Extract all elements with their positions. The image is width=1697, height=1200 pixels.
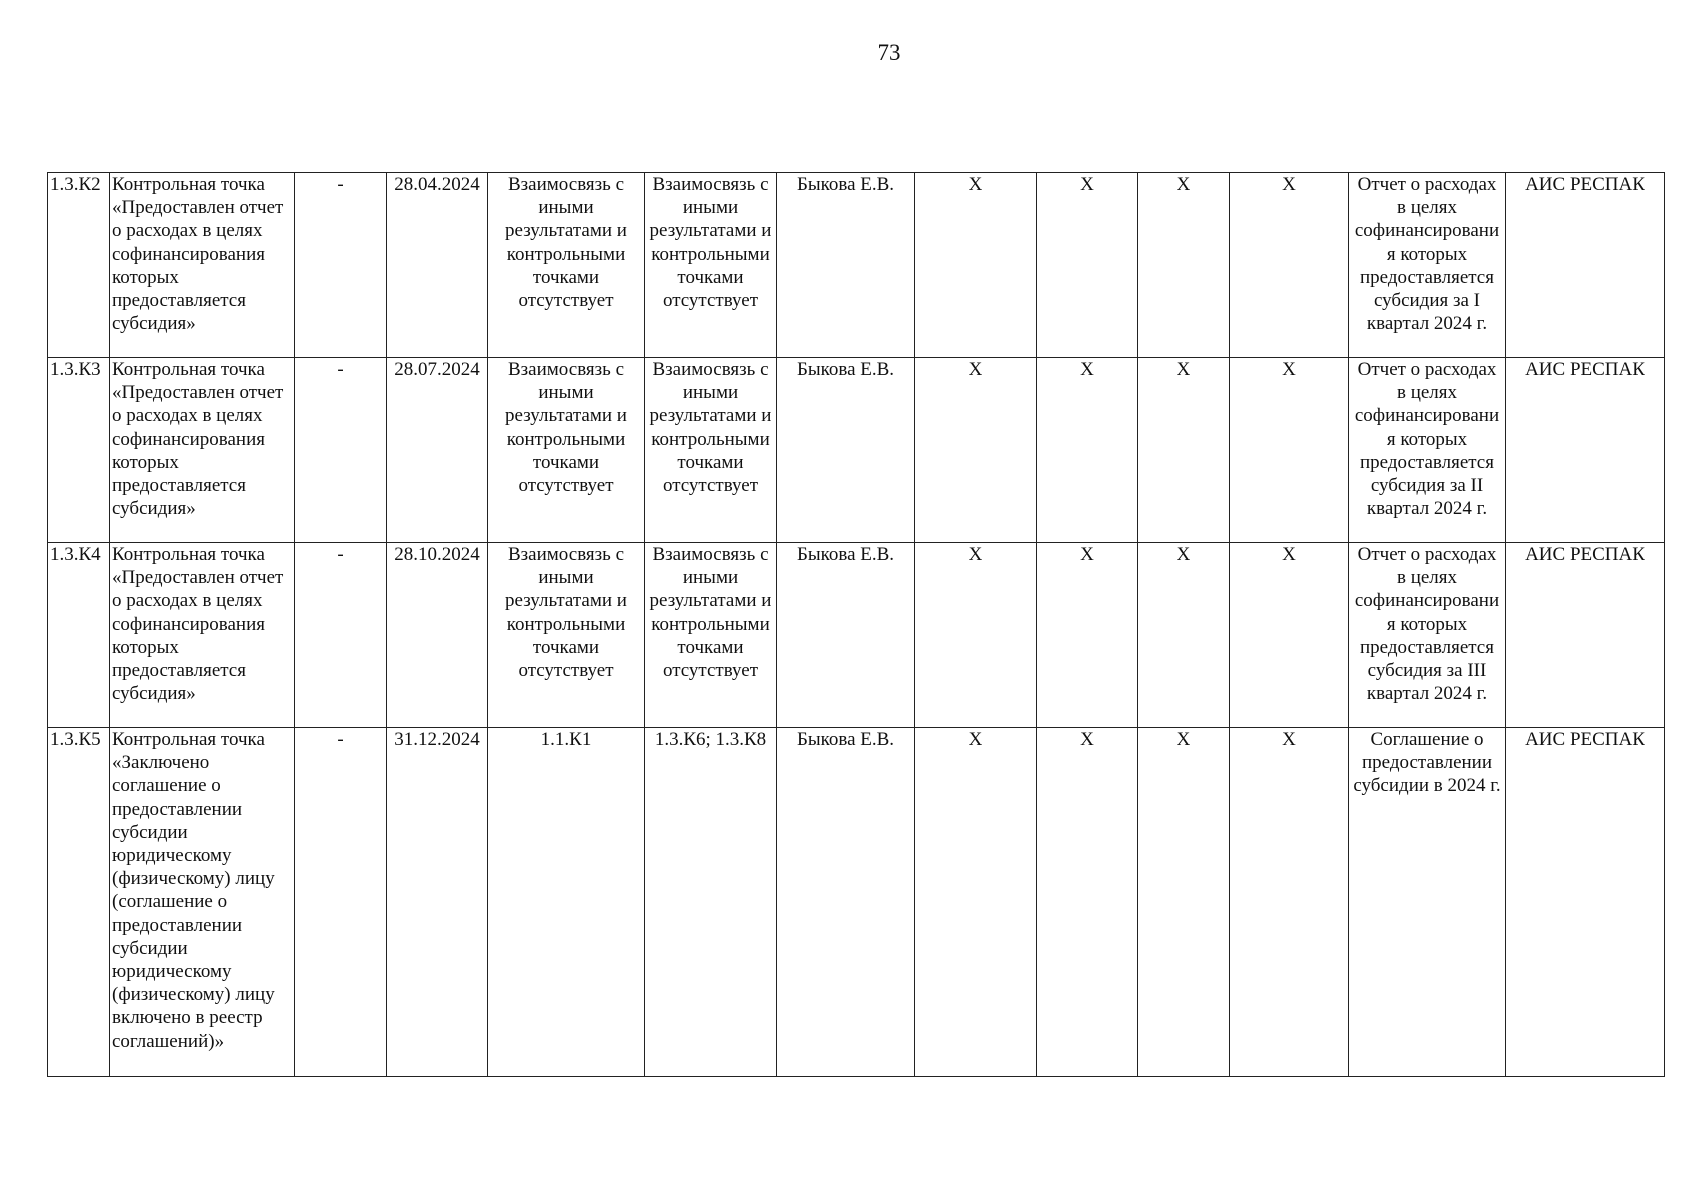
row-base: - <box>295 543 387 728</box>
row-code: 1.3.К3 <box>48 358 110 543</box>
row-successors: 1.3.К6; 1.3.К8 <box>645 728 777 1077</box>
row-mark-1: X <box>915 543 1037 728</box>
row-mark-1: X <box>915 173 1037 358</box>
row-base: - <box>295 358 387 543</box>
row-mark-3: X <box>1138 728 1230 1077</box>
row-mark-1: X <box>915 728 1037 1077</box>
row-name: Контрольная точка «Предоставлен отчет о расходах в целях софинансирования которых предоставляется субсидия» <box>110 358 295 543</box>
row-date: 28.04.2024 <box>387 173 488 358</box>
row-code: 1.3.К5 <box>48 728 110 1077</box>
row-date: 28.07.2024 <box>387 358 488 543</box>
table-row <box>48 543 1665 728</box>
row-mark-2: X <box>1037 173 1138 358</box>
row-responsible: Быкова Е.В. <box>777 543 915 728</box>
row-system: АИС РЕСПАК <box>1506 173 1665 358</box>
row-name: Контрольная точка «Заключено соглашение о предоставлении субсидии юридическому (физическому) лицу (соглашение о предоставлении субсидии юридическому (физическому) лицу включено в реестр соглашений)» <box>110 728 295 1077</box>
row-mark-4: X <box>1230 728 1349 1077</box>
row-base: - <box>295 728 387 1077</box>
row-code: 1.3.К2 <box>48 173 110 358</box>
page-number: 73 <box>877 40 901 65</box>
row-document: Соглашение о предоставлении субсидии в 2024 г. <box>1349 728 1506 1077</box>
row-mark-2: X <box>1037 728 1138 1077</box>
row-document: Отчет о расходах в целях софинансирования которых предоставляется субсидия за III квартал 2024 г. <box>1349 543 1506 728</box>
row-responsible: Быкова Е.В. <box>777 358 915 543</box>
control-points-table <box>47 172 1665 1077</box>
row-document: Отчет о расходах в целях софинансирования которых предоставляется субсидия за I квартал 2024 г. <box>1349 173 1506 358</box>
row-successors: Взаимосвязь с иными результатами и контрольными точками отсутствует <box>645 543 777 728</box>
row-mark-2: X <box>1037 358 1138 543</box>
row-mark-4: X <box>1230 543 1349 728</box>
row-mark-4: X <box>1230 358 1349 543</box>
row-successors: Взаимосвязь с иными результатами и контрольными точками отсутствует <box>645 173 777 358</box>
row-mark-2: X <box>1037 543 1138 728</box>
row-mark-4: X <box>1230 173 1349 358</box>
row-mark-3: X <box>1138 358 1230 543</box>
row-mark-1: X <box>915 358 1037 543</box>
row-name: Контрольная точка «Предоставлен отчет о расходах в целях софинансирования которых предоставляется субсидия» <box>110 543 295 728</box>
row-predecessors: Взаимосвязь с иными результатами и контрольными точками отсутствует <box>488 543 645 728</box>
row-system: АИС РЕСПАК <box>1506 358 1665 543</box>
row-responsible: Быкова Е.В. <box>777 173 915 358</box>
table-row <box>48 728 1665 1077</box>
row-code: 1.3.К4 <box>48 543 110 728</box>
row-successors: Взаимосвязь с иными результатами и контрольными точками отсутствует <box>645 358 777 543</box>
row-system: АИС РЕСПАК <box>1506 543 1665 728</box>
row-base: - <box>295 173 387 358</box>
table-row <box>48 358 1665 543</box>
row-mark-3: X <box>1138 543 1230 728</box>
table-row <box>48 173 1665 358</box>
row-document: Отчет о расходах в целях софинансирования которых предоставляется субсидия за II квартал 2024 г. <box>1349 358 1506 543</box>
row-responsible: Быкова Е.В. <box>777 728 915 1077</box>
row-name: Контрольная точка «Предоставлен отчет о расходах в целях софинансирования которых предоставляется субсидия» <box>110 173 295 358</box>
row-mark-3: X <box>1138 173 1230 358</box>
row-date: 31.12.2024 <box>387 728 488 1077</box>
row-system: АИС РЕСПАК <box>1506 728 1665 1077</box>
row-predecessors: 1.1.К1 <box>488 728 645 1077</box>
row-predecessors: Взаимосвязь с иными результатами и контрольными точками отсутствует <box>488 358 645 543</box>
row-date: 28.10.2024 <box>387 543 488 728</box>
row-predecessors: Взаимосвязь с иными результатами и контрольными точками отсутствует <box>488 173 645 358</box>
